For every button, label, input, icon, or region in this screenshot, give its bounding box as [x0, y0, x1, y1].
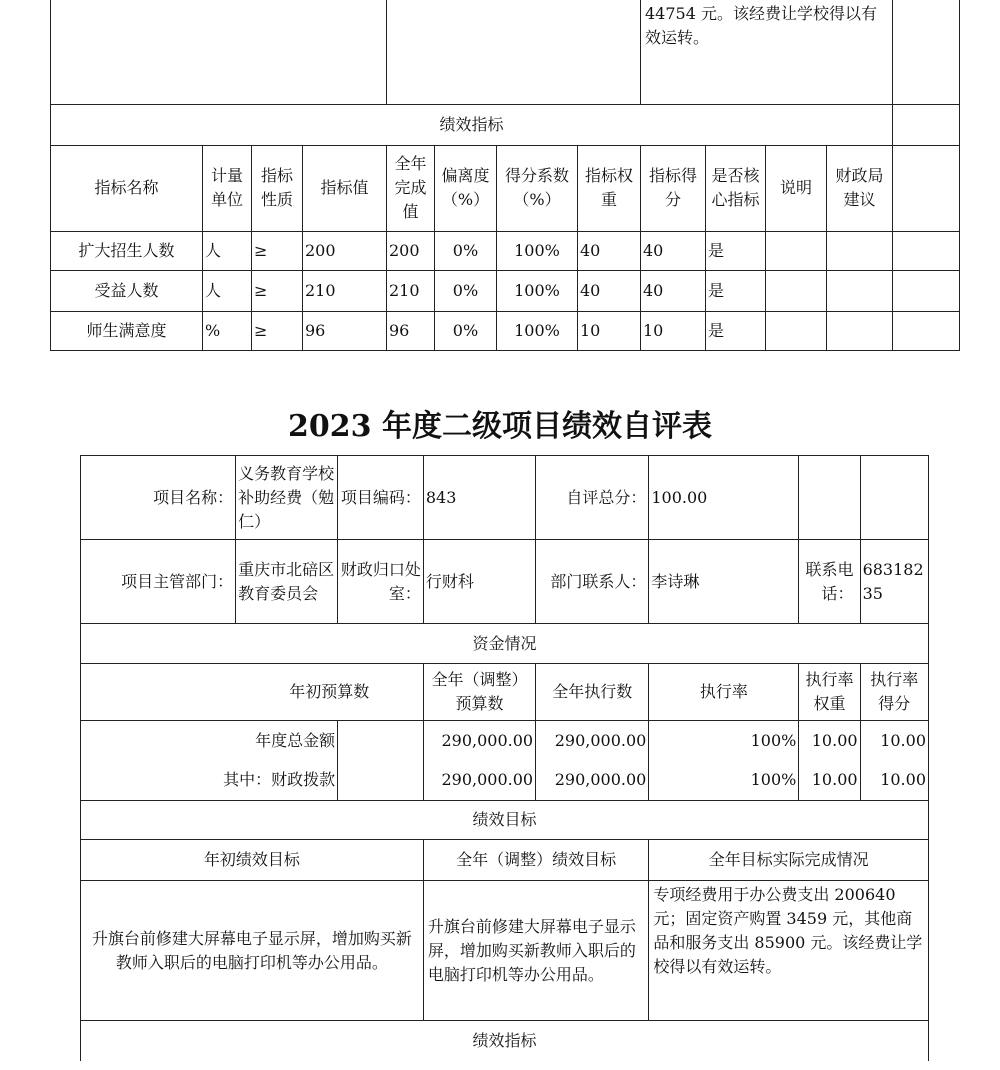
funds-hdr-rate: 执行率: [649, 664, 799, 721]
goals-hdr-adjusted: 全年（调整）绩效目标: [423, 840, 649, 881]
hdr-coef: 得分系数（%）: [497, 145, 578, 231]
prev-indicators-heading: 绩效指标: [51, 104, 893, 145]
prev-goal-adjusted-cell: [387, 0, 641, 104]
table-row: 年度总金额 290,000.00 290,000.00 100% 10.00 10.00: [81, 721, 929, 761]
funds-hdr-adjusted: 全年（调整）预算数: [423, 664, 535, 721]
hdr-actual: 全年完成值: [387, 145, 435, 231]
prev-goal-actual-cell: [641, 0, 893, 104]
goal-initial-text: 升旗台前修建大屏幕电子显示屏，增加购买新教师入职后的电脑打印机等办公用品。: [81, 881, 424, 1021]
project-self-evaluation-form: [80, 455, 929, 1061]
page-title: 2023 年度二级项目绩效自评表: [288, 409, 712, 444]
hdr-deviation: 偏离度（%）: [435, 145, 497, 231]
goal-actual-text: 专项经费用于办公费支出 200640 元；固定资产购置 3459 元，其他商品和服务支出 85900 元。该经费让学校得以有效运转。: [649, 881, 929, 1021]
hdr-target: 指标值: [303, 145, 387, 231]
hdr-finance-advice: 财政局建议: [827, 145, 893, 231]
contact-label: 部门联系人：: [536, 540, 649, 624]
hdr-indicator-name: 指标名称: [51, 145, 203, 231]
hdr-nature: 指标性质: [252, 145, 303, 231]
self-score-value: 100.00: [649, 456, 799, 540]
dept-label: 项目主管部门：: [81, 540, 236, 624]
goals-heading: 绩效目标: [81, 801, 929, 840]
hdr-unit: 计量单位: [203, 145, 252, 231]
project-code-value: 843: [423, 456, 535, 540]
form-row-project: [81, 456, 929, 540]
dept-value: 重庆市北碚区教育委员会: [236, 540, 338, 624]
contact-value: 李诗琳: [649, 540, 799, 624]
table-row: 师生满意度 % ≥ 96 96 0% 100% 10 10 是: [51, 311, 960, 350]
funds-header-row: [81, 664, 929, 721]
form-row-department: [81, 540, 929, 624]
hdr-note: 说明: [766, 145, 827, 231]
project-name-label: 项目名称：: [81, 456, 236, 540]
indicators-heading: 绩效指标: [81, 1021, 929, 1061]
phone-label: 联系电话：: [799, 540, 860, 624]
funds-hdr-initial: 年初预算数: [236, 664, 424, 721]
self-score-label: 自评总分：: [536, 456, 649, 540]
goals-hdr-initial: 年初绩效目标: [81, 840, 424, 881]
goal-adjusted-text: 升旗台前修建大屏幕电子显示屏，增加购买新教师入职后的电脑打印机等办公用品。: [423, 881, 649, 1021]
table-row: 受益人数 人 ≥ 210 210 0% 100% 40 40 是: [51, 270, 960, 311]
prev-goal-initial-cell: [51, 0, 387, 104]
table-row: 其中：财政拨款 290,000.00 290,000.00 100% 10.00 10.00: [81, 761, 929, 801]
funds-hdr-rate-score: 执行率得分: [860, 664, 928, 721]
phone-value: 68318235: [860, 540, 928, 624]
hdr-weight: 指标权重: [578, 145, 641, 231]
funds-hdr-executed: 全年执行数: [536, 664, 649, 721]
hdr-core: 是否核心指标: [706, 145, 766, 231]
project-name-value: 义务教育学校补助经费（勉仁）: [236, 456, 338, 540]
funds-heading: 资金情况: [81, 624, 929, 664]
table-row: 扩大招生人数 人 ≥ 200 200 0% 100% 40 40 是: [51, 231, 960, 270]
prev-goal-actual-text: 44754 元。该经费让学校得以有效运转。: [645, 4, 877, 47]
project-code-label: 项目编码：: [338, 456, 424, 540]
goals-hdr-actual: 全年目标实际完成情况: [649, 840, 929, 881]
goals-header-row: [81, 840, 929, 881]
goals-content-row: [81, 881, 929, 1021]
funds-hdr-rate-weight: 执行率权重: [799, 664, 860, 721]
finance-office-value: 行财科: [423, 540, 535, 624]
prev-performance-table: [50, 0, 960, 351]
prev-indicators-header-row: [51, 145, 960, 231]
hdr-score: 指标得分: [641, 145, 706, 231]
finance-office-label: 财政归口处室：: [338, 540, 424, 624]
